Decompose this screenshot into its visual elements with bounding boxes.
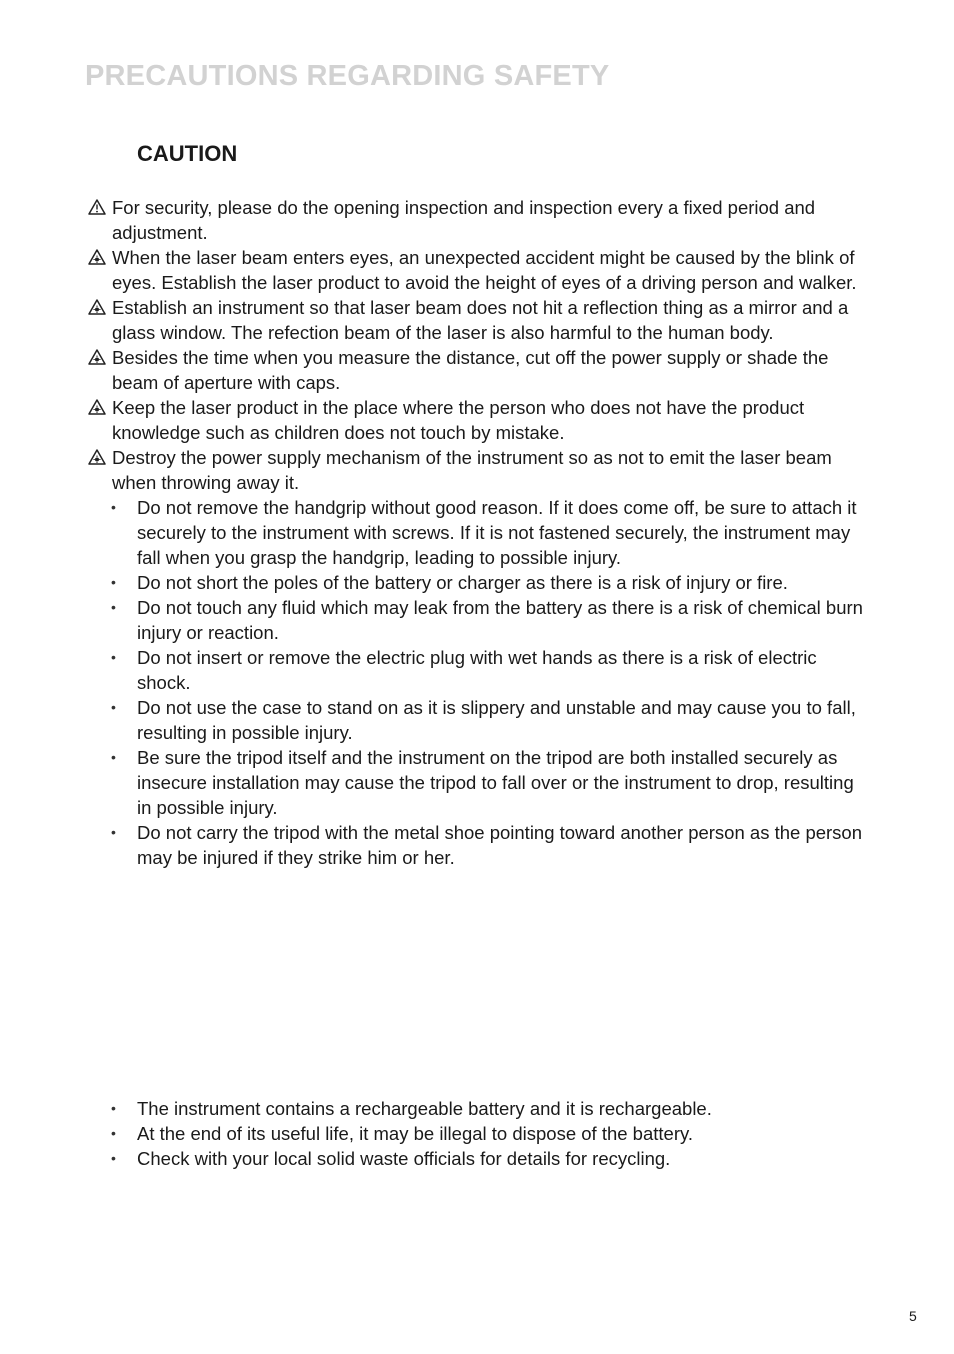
list-item-text: Do not remove the handgrip without good reason. If it does come off, be sure to attach it securely to the instrument with screws. If it is not fastened securely, the instrument may fall when you grasp the handgrip, leading to possible injury. — [137, 497, 857, 568]
bullet-icon: • — [111, 824, 116, 840]
list-item — [111, 820, 863, 870]
warning-item — [88, 195, 863, 245]
list-item-text: Do not carry the tripod with the metal shoe pointing toward another person as the person may be injured if they strike him or her. — [137, 822, 863, 868]
warning-text: Besides the time when you measure the distance, cut off the power supply or shade the beam of aperture with caps. — [112, 347, 829, 393]
warning-item — [88, 445, 863, 495]
bullet-icon: • — [111, 1150, 116, 1166]
bullet-icon: • — [111, 699, 116, 715]
bullet-icon: • — [111, 499, 116, 515]
list-item — [111, 595, 863, 645]
page-number: 5 — [909, 1308, 917, 1324]
laser-warning-triangle-icon — [88, 299, 106, 315]
laser-warning-triangle-icon — [88, 449, 106, 465]
warning-item — [88, 295, 863, 345]
list-item-text: Do not insert or remove the electric plug with wet hands as there is a risk of electric shock. — [137, 647, 817, 693]
bullet-icon: • — [111, 599, 116, 615]
laser-warning-triangle-icon — [88, 349, 106, 365]
warning-text: For security, please do the opening inspection and inspection every a fixed period and adjustment. — [112, 197, 816, 243]
list-item-text: At the end of its useful life, it may be illegal to dispose of the battery. — [137, 1123, 693, 1144]
warning-item — [88, 245, 863, 295]
caution-section — [88, 195, 863, 870]
bullet-icon: • — [111, 749, 116, 765]
battery-section — [88, 1096, 863, 1171]
bullet-icon: • — [111, 574, 116, 590]
list-item — [111, 1146, 863, 1171]
warning-text: Destroy the power supply mechanism of the instrument so as not to emit the laser beam when throwing away it. — [112, 447, 832, 493]
warning-text: Establish an instrument so that laser beam does not hit a reflection thing as a mirror and a glass window. The refection beam of the laser is also harmful to the human body. — [112, 297, 849, 343]
page-title: PRECAUTIONS REGARDING SAFETY — [85, 60, 610, 92]
list-item — [111, 645, 863, 695]
warning-list — [88, 195, 863, 495]
laser-warning-triangle-icon — [88, 399, 106, 415]
list-item — [111, 1121, 863, 1146]
bullet-icon: • — [111, 1125, 116, 1141]
laser-warning-triangle-icon — [88, 249, 106, 265]
warning-text: When the laser beam enters eyes, an unexpected accident might be caused by the blink of eyes. Establish the laser product to avoid the height of eyes of a driving person and walker. — [112, 247, 857, 293]
caution-heading: CAUTION — [137, 141, 238, 166]
list-item — [111, 1096, 863, 1121]
battery-bullet-list — [88, 1096, 863, 1171]
list-item-text: Do not use the case to stand on as it is slippery and unstable and may cause you to fall, resulting in possible injury. — [137, 697, 856, 743]
laser-warning-triangle-icon — [88, 199, 106, 215]
list-item — [111, 570, 863, 595]
list-item-text: Be sure the tripod itself and the instrument on the tripod are both installed securely as insecure installation may cause the tripod to fall over or the instrument to drop, resulting in possible injury. — [137, 747, 854, 818]
bullet-icon: • — [111, 1100, 116, 1116]
list-item-text: Do not touch any fluid which may leak from the battery as there is a risk of chemical burn injury or reaction. — [137, 597, 863, 643]
bullet-icon: • — [111, 649, 116, 665]
warning-text: Keep the laser product in the place where the person who does not have the product knowledge such as children does not touch by mistake. — [112, 397, 805, 443]
list-item-text: Check with your local solid waste officials for details for recycling. — [137, 1148, 671, 1169]
list-item-text: The instrument contains a rechargeable battery and it is rechargeable. — [137, 1098, 712, 1119]
warning-item — [88, 345, 863, 395]
list-item-text: Do not short the poles of the battery or charger as there is a risk of injury or fire. — [137, 572, 788, 593]
list-item — [111, 745, 863, 820]
caution-bullet-list — [88, 495, 863, 870]
list-item — [111, 495, 863, 570]
list-item — [111, 695, 863, 745]
warning-item — [88, 395, 863, 445]
